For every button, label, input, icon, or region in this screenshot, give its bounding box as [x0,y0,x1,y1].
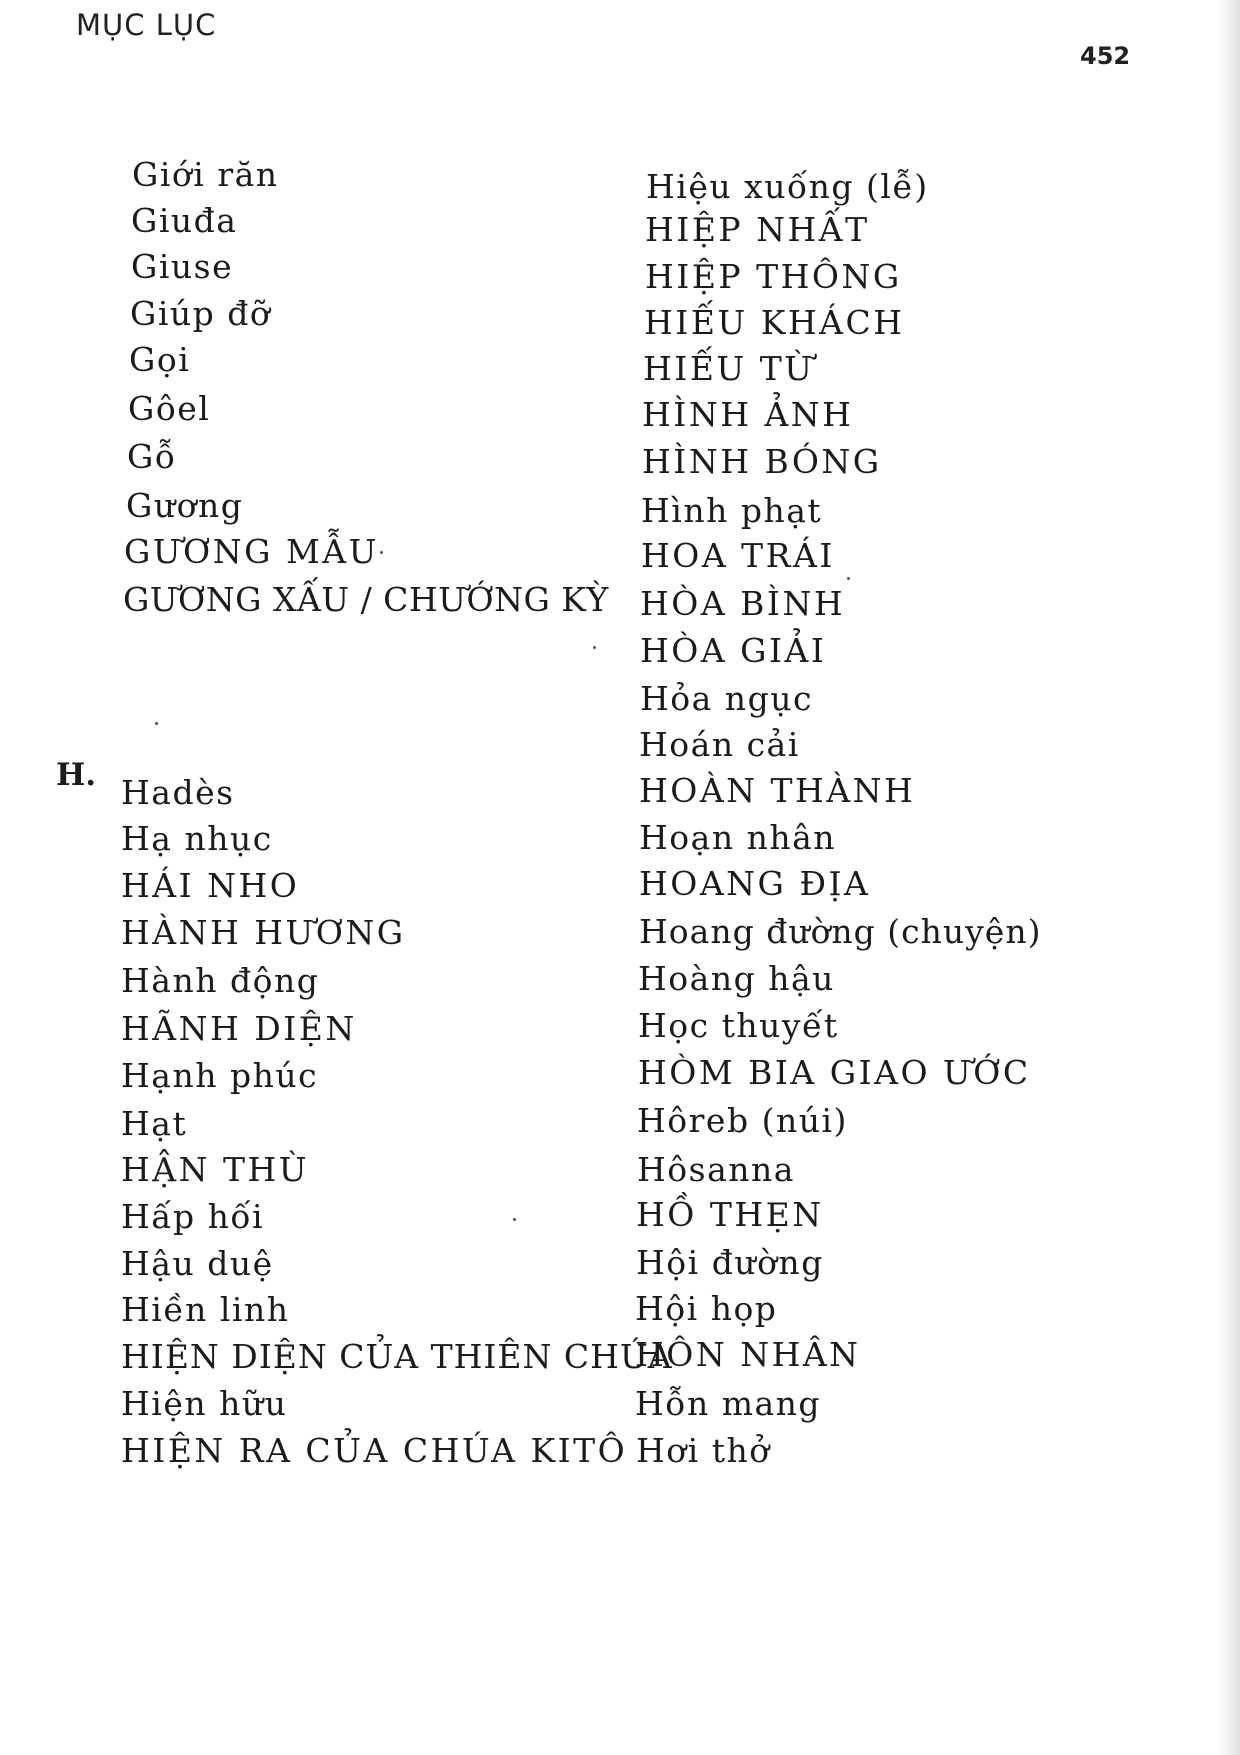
index-entry: GƯƠNG MẪU [124,532,379,571]
index-entry: HIẾU KHÁCH [644,303,905,342]
index-entry: HẬN THÙ [121,1150,310,1189]
index-entry: Gỗ [127,437,177,476]
scan-speck [380,551,383,554]
index-entry: Giới răn [132,155,279,194]
index-entry: HIỆN RA CỦA CHÚA KITÔ [121,1431,628,1470]
index-entry: HÒA BÌNH [640,584,846,623]
index-entry: HOÀN THÀNH [639,771,916,810]
index-entry: Hiệu xuống (lễ) [646,167,929,206]
index-entry: Giúp đỡ [130,294,272,333]
index-entry: Hình phạt [641,491,823,530]
index-entry: HỒ THẸN [636,1195,824,1234]
index-entry: HÒA GIẢI [640,631,827,670]
scan-speck [593,646,596,649]
scan-speck [847,577,850,580]
scan-speck [513,1218,516,1221]
index-entry: HIỆP THÔNG [645,257,902,296]
index-entry: Giuse [131,247,234,286]
index-entry: Gương [126,486,244,525]
index-entry: Hôreb (núi) [637,1101,848,1140]
page-number: 452 [1080,42,1131,70]
index-entry: Hoạn nhân [639,818,836,857]
index-entry: Hậu duệ [121,1244,274,1283]
index-entry: Giuđa [131,201,238,240]
index-entry: HÌNH BÓNG [642,442,882,481]
index-entry: HIỆN DIỆN CỦA THIÊN CHÚA [121,1337,673,1376]
index-entry: Hội đường [636,1243,824,1282]
index-entry: Hôsanna [637,1150,795,1189]
index-entry: Học thuyết [638,1006,839,1045]
index-entry: Hỗn mang [635,1384,822,1423]
page-edge-shadow [1218,0,1240,1755]
index-entry: Hỏa ngục [640,679,813,718]
index-entry: Hoán cải [639,725,800,764]
index-entry: Hadès [121,773,235,812]
index-entry: Hoang đường (chuyện) [639,912,1042,951]
index-entry: Hành động [121,961,320,1000]
index-entry: HÒM BIA GIAO ƯỚC [638,1053,1031,1092]
index-entry: Hạt [121,1104,188,1143]
index-entry: Hoàng hậu [638,959,835,998]
index-entry: HOA TRÁI [641,536,835,575]
index-entry: HOANG ĐỊA [639,864,871,903]
section-letter: H. [56,757,97,793]
index-entry: Gôel [128,389,211,428]
index-entry: Gọi [129,340,191,379]
index-entry: Hơi thở [636,1431,771,1470]
index-entry: HÃNH DIỆN [121,1009,357,1048]
index-entry: Hạ nhục [121,819,273,858]
index-entry: GƯƠNG XẤU / CHƯỚNG KỲ [123,580,609,619]
index-entry: HÀNH HƯƠNG [121,913,406,952]
index-entry: Hội họp [635,1289,778,1328]
index-entry: Hiện hữu [121,1384,288,1423]
index-entry: HÔN NHÂN [635,1335,861,1374]
scan-speck [155,722,158,725]
index-entry: Hấp hối [121,1197,265,1236]
index-entry: HÌNH ẢNH [642,395,854,434]
index-entry: Hạnh phúc [121,1056,319,1095]
running-head: MỤC LỤC [76,8,217,42]
index-entry: HIỆP NHẤT [645,210,870,249]
index-entry: HÁI NHO [121,866,300,905]
index-entry: HIẾU TỪ [643,349,815,388]
index-entry: Hiền linh [121,1290,290,1329]
